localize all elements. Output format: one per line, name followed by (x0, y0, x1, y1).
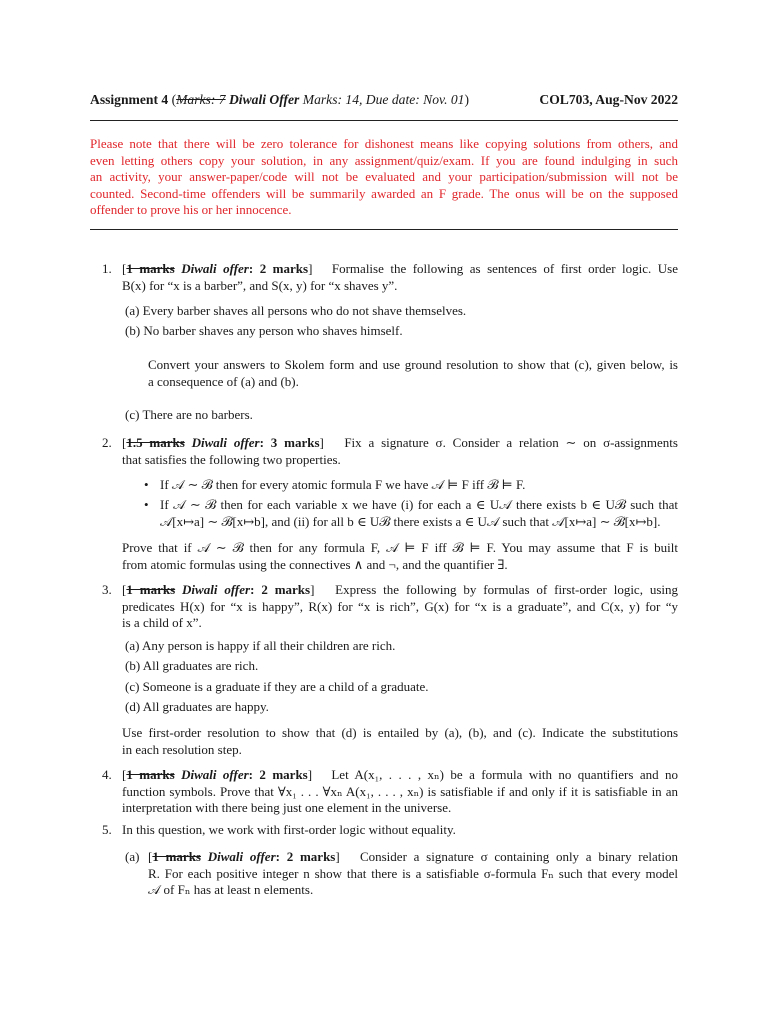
question-1 (90, 261, 678, 294)
q2-property-2: If 𝒜 ∼ ℬ then for each variable x we have (i) for each a ∈ U𝒜 there exists b ∈ Uℬ such that 𝒜[x↦a] ∼ ℬ[x↦b], and (ii) for all b ∈ Uℬ there exists a ∈ U𝒜 such that 𝒜[x↦a] ∼ ℬ[x↦b]. (160, 497, 678, 529)
assignment-title: Assignment 4 (90, 92, 169, 107)
header-meta: Marks: 14, Due date: Nov. 01 (302, 92, 465, 107)
question-3: 3. [1 marks Diwali offer: 2 marks] Express the following by formulas of first-order logic, using predicates H(x) for “x is happy”, R(x) for “x is rich”, G(x) for “x is a graduate”, and C(x, y) for “y is a child of x”. (102, 582, 679, 630)
header-left: Assignment 4 (Marks: 7 Diwali Offer Marks: 14, Due date: Nov. 01) (90, 92, 469, 107)
q1-item-c: (c) There are no barbers. (125, 407, 253, 422)
q2-property-1: If 𝒜 ∼ ℬ then for every atomic formula F we have 𝒜 ⊨ F iff ℬ ⊨ F. (160, 477, 526, 492)
q3-item-b: (b) All graduates are rich. (125, 658, 259, 673)
bottom-rule (90, 229, 678, 230)
question-4: 4. [1 marks Diwali offer: 2 marks] Let A(x₁, . . . , xₙ) be a formula with no quantifiers and no function symbols. Prove that ∀x₁ . . . ∀xₙ A(x₁, . . . , xₙ) is satisfiable if and only if it is satisfiable in an interpretation with there being just one element in the universe. (102, 767, 679, 815)
diwali-offer-label: Diwali Offer (228, 92, 300, 107)
question-number: 4. (102, 767, 112, 782)
question-number: 3. (102, 582, 112, 597)
notice-line: counted. Second-time offenders will be summarily awarded an F grade. The onus will be on the supposed (90, 185, 678, 201)
question-2: 2. [1.5 marks Diwali offer: 3 marks] Fix a signature σ. Consider a relation ∼ on σ-assignments that satisfies the following two properties. (102, 435, 678, 467)
question-number: 2. (102, 435, 112, 450)
notice-line: an activity, your answer-paper/code will not be evaluated and your participation/submission will not be (90, 169, 678, 185)
q3-item-a: (a) Any person is happy if all their children are rich. (125, 638, 396, 653)
question-number: 5. (102, 822, 112, 837)
question-5a: (a) [1 marks Diwali offer: 2 marks] Consider a signature σ containing only a binary relation R. For each positive integer n show that there is a satisfiable σ-formula Fₙ such that every model 𝒜 of Fₙ has at least n elements. (125, 849, 678, 897)
question-number: 1. (102, 261, 112, 276)
page-header (90, 92, 678, 108)
header-right (539, 92, 678, 108)
q3-item-d: (d) All graduates are happy. (125, 699, 269, 714)
q1-convert: Convert your answers to Skolem form and use ground resolution to show that (c), given below, is a consequence of (a) and (b). (148, 357, 678, 389)
q1-item-b: (b) No barber shaves any person who shaves himself. (125, 323, 403, 338)
struck-marks: Marks: 7 (176, 92, 226, 107)
q2-prove: Prove that if 𝒜 ∼ ℬ then for any formula F, 𝒜 ⊨ F iff ℬ ⊨ F. You may assume that F is built from atomic formulas using the connectives ∧ and ¬, and the quantifier ∃. (122, 540, 678, 572)
question-line: [1 marks Diwali offer: 2 marks] Formalise the following as sentences of first order logic. Use (122, 261, 679, 276)
q3-use: Use first-order resolution to show that (d) is entailed by (a), (b), and (c). Indicate the substitutions in each resolution step. (122, 725, 678, 757)
question-5: 5. In this question, we work with first-order logic without equality. (102, 822, 456, 837)
notice-line: offender to prove his or her innocence. (90, 202, 292, 218)
bullet-icon: • (144, 477, 149, 492)
course-label: COL703, Aug-Nov 2022 (539, 92, 678, 107)
bullet-icon: • (144, 497, 149, 512)
notice-line: Please note that there will be zero tolerance for dishonest means like copying solutions from others, and (90, 136, 678, 151)
q1-item-a: (a) Every barber shaves all persons who do not shave themselves. (125, 303, 467, 318)
notice-line: even letting others copy your solution, in any assignment/quiz/exam. If you are found indulging in such (90, 152, 678, 168)
top-rule (90, 120, 678, 121)
q3-item-c: (c) Someone is a graduate if they are a child of a graduate. (125, 679, 429, 694)
question-line: B(x) for “x is a barber”, and S(x, y) for “x shaves y”. (122, 277, 398, 293)
honesty-notice (90, 136, 678, 219)
